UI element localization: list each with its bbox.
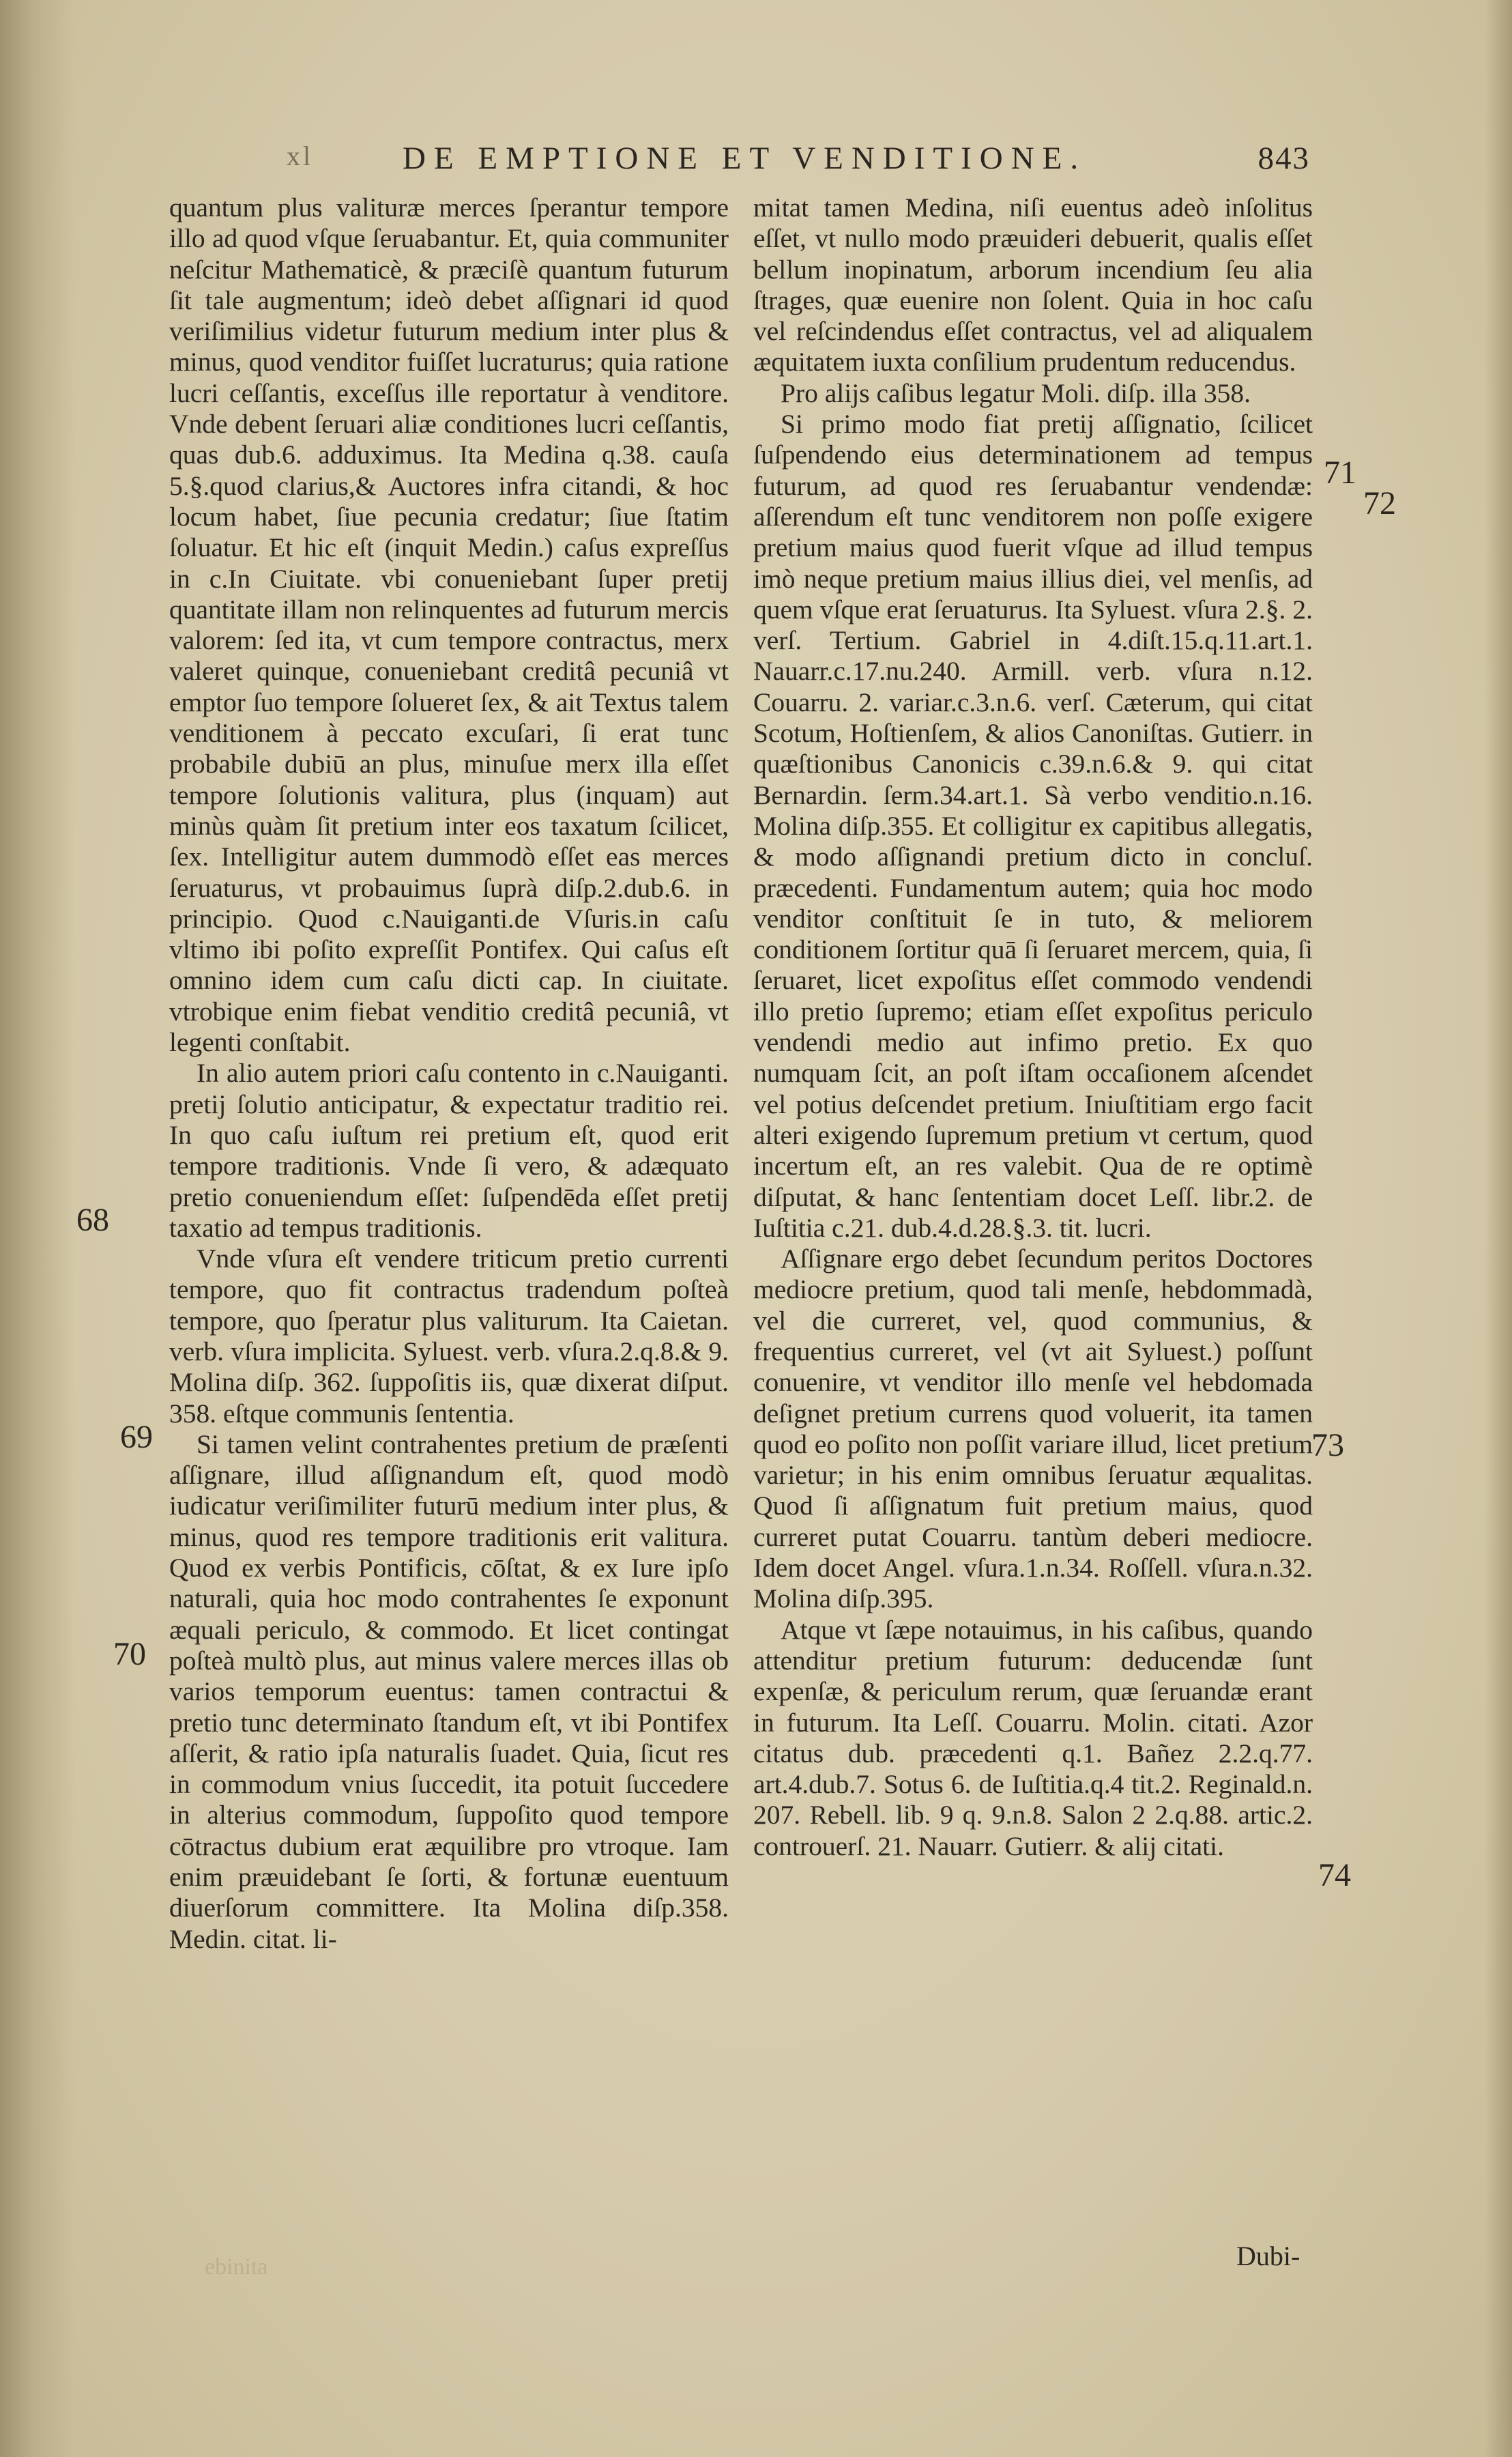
gutter-shadow — [0, 0, 75, 2457]
margin-number: 70 — [113, 1636, 146, 1672]
margin-number: 72 — [1363, 485, 1396, 521]
header-left-mark: xl — [287, 141, 314, 171]
right-column — [753, 192, 1313, 1862]
margin-number: 71 — [1324, 455, 1356, 491]
show-through-text: ebinita — [205, 2254, 268, 2280]
paragraph: Si primo modo fiat pretij aſſignatio, ſcilicet ſuſpendendo eius determinationem ad tempus futurum, ad quod res ſeruabantur vendendæ: aſſerendum eſt tunc venditorem non poſſe exigere pretium maius quod fuerit vſque ad illud tempus imò neque pretium maius illius diei, vel menſis, ad quem vſque erat ſeruaturus. Ita Syluest. vſura 2.§. 2. verſ. Tertium. Gabriel in 4.diſt.15.q.11.art.1. Nauarr.c.17.nu.240. Armill. verb. vſura n.12. Couarru. 2. variar.c.3.n.6. verſ. Cæterum, qui citat Scotum, Hoſtienſem, & alios Canoniſtas. Gutierr. in quæſtionibus Canonicis c.39.n.6.& 9. qui citat Bernardin. ſerm.34.art.1. Sà verbo venditio.n.16. Molina diſp.355. Et colligitur ex capitibus allegatis, & modo aſſignandi pretium dicto in concluſ. præcedenti. Fundamentum autem; quia hoc modo venditor conſtituit ſe in tuto, & meliorem conditionem ſortitur quā ſi ſeruaret mercem, quia, ſi ſeruaret, licet expoſitus eſſet commodo vendendi illo pretio ſupremo; etiam eſſet expoſitus periculo vendendi medio aut infimo pretio. Ex quo numquam ſcit, an poſt iſtam occaſionem aſcendet vel potius deſcendet pretium. Iniuſtitiam ergo facit alteri exigendo ſupremum pretium vt certum, quod incertum eſt, an res valebit. Qua de re optimè diſputat, & hanc ſententiam docet Leſſ. libr.2. de Iuſtitia c.21. dub.4.d.28.§.3. tit. lucri. — [753, 409, 1313, 1243]
header-title: DE EMPTIONE ET VENDITIONE. — [403, 141, 1087, 176]
running-header — [287, 140, 1310, 188]
page-number: 843 — [1257, 141, 1310, 176]
catchword: Dubi- — [1236, 2241, 1300, 2271]
paragraph: Vnde vſura eſt vendere triticum pretio currenti tempore, quo fit contractus tradendum poſteà tempore, quo ſperatur plus valiturum. Ita Caietan. verb. vſura implicita. Syluest. verb. vſura.2.q.8.& 9. Molina diſp. 362. ſuppoſitis iis, quæ dixerat diſput. 358. eſtque communis ſententia. — [169, 1244, 729, 1428]
paragraph: mitat tamen Medina, niſi euentus adeò inſolitus eſſet, vt nullo modo præuideri debuerit, qualis eſſet bellum inopinatum, arborum incendium ſeu alia ſtrages, quæ euenire non ſolent. Quia in hoc caſu vel reſcindendus eſſet contractus, vel ad aliqualem æquitatem iuxta conſilium prudentum reducendus. — [753, 192, 1313, 377]
paragraph: Pro alijs caſibus legatur Moli. diſp. illa 358. — [781, 377, 1251, 408]
left-column — [169, 192, 729, 1955]
paragraph: Atque vt ſæpe notauimus, in his caſibus, quando attenditur pretium futurum: deducendæ ſunt expenſæ, & periculum rerum, quæ ſeruandæ erant in futurum. Ita Leſſ. Couarru. Molin. citati. Azor citatus dub. præcedenti q.1. Bañez 2.2.q.77. art.4.dub.7. Sotus 6. de Iuſtitia.q.4 tit.2. Reginald.n. 207. Rebell. lib. 9 q. 9.n.8. Salon 2 2.q.88. artic.2. controuerſ. 21. Nauarr. Gutierr. & alij citati. — [753, 1614, 1313, 1861]
paragraph: In alio autem priori caſu contento in c.Nauiganti. pretij ſolutio anticipatur, & expectatur traditio rei. In quo caſu iuſtum rei pretium eſt, quod erit tempore traditionis. Vnde ſi vero, & adæquato pretio conueniendum eſſet: ſuſpendēda eſſet pretij taxatio ad tempus traditionis. — [169, 1058, 729, 1243]
paragraph: Si tamen velint contrahentes pretium de præſenti aſſignare, illud aſſignandum eſt, quod modò iudicatur veriſimiliter futurū medium inter plus, & minus, quod res tempore traditionis erit valitura. Quod ex verbis Pontificis, cōſtat, & ex Iure ipſo naturali, quia hoc modo contrahentes ſe exponunt æquali periculo, & commodo. Et licet contingat poſteà multò plus, aut minus valere merces illas ob varios temporum euentus: tamen contractui & pretio tunc determinato ſtandum eſt, vt ibi Pontifex aſſerit, & ratio ipſa naturalis ſuadet. Quia, ſicut res in commodum vnius ſuccedit, ita potuit ſuccedere in alterius commodum, ſuppoſito quod tempore cōtractus dubium erat æquilibre pro vtroque. Iam enim præuidebant ſe ſorti, & fortunæ euentuum diuerſorum committere. Ita Molina diſp.358. Medin. citat. li- — [169, 1428, 729, 1954]
paragraph: quantum plus valituræ merces ſperantur tempore illo ad quod vſque ſeruabantur. Et, quia communiter neſcitur Mathematicè, & præciſè quantum futurum ſit tale augmentum; ideò debet aſſignari id quod veriſimilius videtur futurum medium inter plus & minus, quod venditor fuiſſet lucraturus; quia ratione lucri ceſſantis, exceſſus ille reportatur à venditore. Vnde debent ſeruari aliæ conditiones lucri ceſſantis, quas dub.6. adduximus. Ita Medina q.38. cauſa 5.§.quod clarius,& Auctores infra citandi, & hoc locum habet, ſiue pecunia credatur; ſiue ſtatim ſoluatur. Et hic eſt (inquit Medin.) caſus expreſſus in c.In Ciuitate. vbi conueniebant ſuper pretij quantitate illam non relinquentes ad futurum mercis valorem: ſed ita, vt cum tempore contractus, merx valeret quinque, conueniebant creditâ pecuniâ vt emptor ſuo tempore ſolueret ſex, & ait Textus talem venditionem à peccato excuſari, ſi erat tunc probabile dubiū an plus, minuſue merx illa eſſet tempore ſolutionis valitura, plus (inquam) aut minùs quàm ſit pretium inter eos taxatum ſcilicet, ſex. Intelligitur autem dummodò eſſet eas merces ſeruaturus, vt probauimus ſuprà diſp.2.dub.6. in principio. Quod c.Nauiganti.de Vſuris.in caſu vltimo ibi poſito expreſſit Pontifex. Qui caſus eſt omnino idem cum caſu dicti cap. In ciuitate. vtrobique enim fiebat venditio creditâ pecuniâ, vt legenti conſtabit. — [169, 192, 729, 1058]
margin-number: 73 — [1311, 1427, 1344, 1463]
margin-number: 68 — [76, 1202, 109, 1238]
paragraph: Aſſignare ergo debet ſecundum peritos Doctores mediocre pretium, quod tali menſe, hebdommadà, vel die curreret, vel, quod communius, & frequentius curreret, vel (vt ait Syluest.) poſſunt conuenire, vt venditor illo menſe vel hebdomada deſignet pretium currens quod voluerit, ita tamen quod eo poſito non poſſit variare illud, licet pretium varietur; in his enim omnibus ſeruatur æqualitas. Quod ſi aſſignatum fuit pretium maius, quod curreret putat Couarru. tantùm deberi mediocre. Idem docet Angel. vſura.1.n.34. Roſſell. vſura.n.32. Molina diſp.395. — [753, 1244, 1313, 1614]
page-edge-shadow — [1485, 0, 1512, 2457]
margin-number: 74 — [1318, 1857, 1351, 1893]
margin-number: 69 — [120, 1419, 153, 1455]
